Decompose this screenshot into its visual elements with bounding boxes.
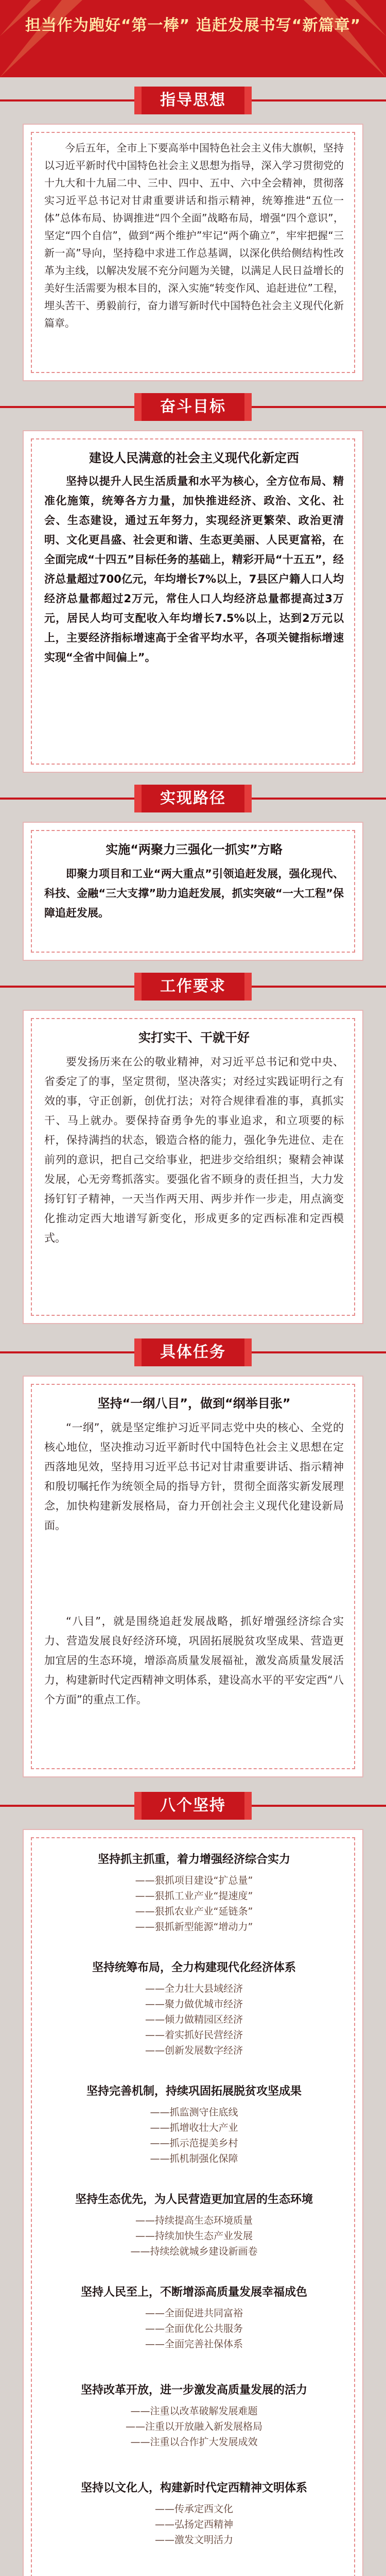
- section-tag-guiding: 指导思想: [142, 87, 244, 114]
- eight-item: ——全力壮大县域经济: [145, 1983, 243, 1994]
- section-tag-path: 实现路径: [142, 785, 244, 812]
- eight-item: ——传承定西文化: [154, 2503, 233, 2515]
- work-card: [23, 1010, 363, 1324]
- eight-item: ——抓示范提美乡村: [150, 2138, 238, 2149]
- eight-item: ——持续加快生态产业发展: [135, 2230, 253, 2242]
- section-tag-goals: 奋斗目标: [142, 393, 244, 421]
- eight-item: ——激发文明活力: [154, 2534, 233, 2546]
- work-text: 要发扬历来在公的敬业精神，对习近平总书记和党中央、省委定了的事，坚定贯彻，坚决落实；对经过实践证明行之有效的事，守正创新，创优打法；对符合规律看准的事，真抓实干、马上就办。要保持奋勇争先的事业追求，和立项要的标杆，保持满挡的状态，锻造合格的能力，强化争先进位、走在前列的意识，把自己交给事业，把进步交给组织；聚精会神谋发展，心无旁骛抓落实。要强化省不顾身的责任担当，大力发扬钉钉子精神，一天当作两天用、两步并作一步走，用点滴变化推动定西大地谱写新变化，形成更多的定西标准和定西模式。: [44, 1056, 344, 1244]
- eight-item: ——注重以改革破解发展难题: [130, 2405, 258, 2417]
- eight-item: ——注重以开放融入新发展格局: [125, 2421, 262, 2432]
- eight-group-title: 坚持以文化人，构建新时代定西精神文明体系: [80, 2482, 307, 2495]
- section-tag-work: 工作要求: [142, 973, 244, 1001]
- eight-item: ——全面优化公共服务: [145, 2323, 243, 2334]
- eight-item: ——抓增收壮大产业: [150, 2122, 238, 2133]
- eight-group-title: 坚持完善机制，持续巩固拓展脱贫攻坚成果: [86, 2085, 302, 2098]
- section-divider-work: [0, 969, 386, 1005]
- tasks-card: [23, 1376, 363, 1777]
- eight-item: ——持续提高生态环境质量: [135, 2215, 253, 2226]
- path-headline: 实施“两聚力三强化一抓实”方略: [106, 842, 283, 857]
- eight-group-4: [44, 2191, 344, 2259]
- eight-group-6: [44, 2381, 344, 2450]
- section-divider-eight: [0, 1788, 386, 1824]
- path-card: [23, 822, 363, 961]
- eight-group-title: 坚持改革开放，进一步激发高质量发展的活力: [80, 2384, 307, 2397]
- work-headline: 实打实干、干就干好: [138, 1030, 250, 1045]
- eight-group-7: [44, 2479, 344, 2548]
- eight-item: ——全面完善社保体系: [145, 2338, 243, 2350]
- eight-item: ——聚力做优城市经济: [145, 1998, 243, 2010]
- eight-item: ——抓机制强化保障: [150, 2153, 238, 2164]
- tasks-text-2: “八目”，就是围绕追赶发展战略，抓好增强经济综合实力、营造发展良好经济环境，巩固拓展脱贫攻坚成果、营造更加宜居的生态环境，增添高质量发展福祉，激发高质量发展活力，构建新时代定西精神文明体系，建设高水平的平安定西“八个方面”的重点工作。: [44, 1615, 344, 1706]
- eight-group-2: [44, 1959, 344, 2058]
- page-title: 担当作为跑好“第一棒” 追赶发展书写“新篇章”: [25, 16, 361, 35]
- path-text: 即聚力项目和工业“两大重点”引领追赶发展，强化现代、科技、金融“三大支撑”助力追赶发展，抓实突破“一大工程”保障追赶发展。: [44, 868, 344, 919]
- eight-group-title: 坚持生态优先，为人民营造更加宜居的生态环境: [75, 2193, 313, 2206]
- eight-item: ——狠抓新型能源“增动力”: [135, 1921, 253, 1933]
- eight-group-5: [44, 2283, 344, 2352]
- eight-item: ——注重以合作扩大发展成效: [130, 2436, 258, 2448]
- eight-group-1: [44, 1851, 344, 1935]
- guiding-card: [23, 124, 363, 381]
- section-divider-path: [0, 781, 386, 817]
- section-divider-guiding: [0, 82, 386, 118]
- guiding-text: 今后五年，全市上下要高举中国特色社会主义伟大旗帜，坚持以习近平新时代中国特色社会主义思想为指导，深入学习贯彻党的十九大和十九届二中、三中、四中、五中、六中全会精神，贯彻落实习近平总书记对甘肃重要讲话和指示精神，统筹推进“五位一体”总体布局、协调推进“四个全面”战略布局，增强“四个意识”，坚定“四个自信”，做到“两个维护”牢记“两个确立”，牢牢把握“三新一高”导向，坚持稳中求进工作总基调，以深化供给侧结构性改革为主线，以解决发展不充分问题为关键，以满足人民日益增长的美好生活需要为根本目的，深入实施“转变作风、追赶进位”工程，埋头苦干、勇毅前行，奋力谱写新时代中国特色社会主义现代化新篇章。: [44, 142, 344, 329]
- eight-card: [23, 1829, 363, 2576]
- eight-group-3: [44, 2082, 344, 2166]
- goals-card: [23, 430, 363, 773]
- section-tag-eight: 八个坚持: [142, 1792, 244, 1820]
- eight-group-title: 坚持抓主抓重，着力增强经济综合实力: [97, 1853, 290, 1866]
- eight-item: ——狠抓项目建设“扩总量”: [135, 1875, 253, 1886]
- tasks-text-1: “一纲”，就是坚定维护习近平同志党中央的核心、全党的核心地位，坚决推动习近平新时代中国特色社会主义思想在定西落地见效，坚持用习近平总书记对甘肃重要讲话、指示精神和殷切嘱托作为统领全局的指导方针，贯彻全面落实新发展理念，加快构建新发展格局，奋力开创社会主义现代化建设新局面。: [44, 1421, 344, 1532]
- section-divider-goals: [0, 389, 386, 425]
- eight-item: ——着实抓好民营经济: [145, 2029, 243, 2041]
- eight-group-title: 坚持统筹布局，全力构建现代化经济体系: [92, 1961, 296, 1974]
- eight-item: ——狠抓工业产业“提速度”: [135, 1890, 253, 1902]
- header-banner: [0, 0, 386, 77]
- section-divider-tasks: [0, 1334, 386, 1370]
- goals-headline: 建设人民满意的社会主义现代化新定西: [89, 451, 299, 465]
- eight-item: ——创新发展数字经济: [145, 2045, 243, 2056]
- eight-item: ——狠抓农业产业“延链条”: [135, 1906, 253, 1917]
- section-tag-tasks: 具体任务: [142, 1338, 244, 1366]
- eight-item: ——倾力做精园区经济: [145, 2014, 243, 2025]
- eight-item: ——抓监测守住底线: [150, 2107, 238, 2118]
- eight-group-title: 坚持人民至上，不断增添高质量发展幸福成色: [80, 2286, 307, 2299]
- eight-item: ——全面促进共同富裕: [145, 2308, 243, 2319]
- eight-item: ——持续绘就城乡建设新画卷: [130, 2246, 258, 2257]
- tasks-headline: 坚持“一纲八目”，做到“纲举目张”: [97, 1396, 291, 1411]
- goals-text: 坚持以提升人民生活质量和水平为核心，全方位布局、精准化施策，统筹各方力量，加快推进经济、政治、文化、社会、生态建设，通过五年努力，实现经济更繁荣、政治更清明、文化更昌盛、社会更和谐、生态更美丽、人民更富裕，在全面完成“十四五”目标任务的基础上，精彩开局“十五五”，经济总量超过700亿元，年均增长7%以上，7县区户籍人口人均经济总量都超过2万元，常住人口人均经济总量都提高过3万元，居民人均可支配收入年均增长7.5%以上，达到2万元以上，主要经济指标增速高于全省平均水平，各项关键指标增速实现“全省中间偏上”。: [44, 475, 344, 664]
- eight-item: ——弘扬定西精神: [154, 2519, 233, 2530]
